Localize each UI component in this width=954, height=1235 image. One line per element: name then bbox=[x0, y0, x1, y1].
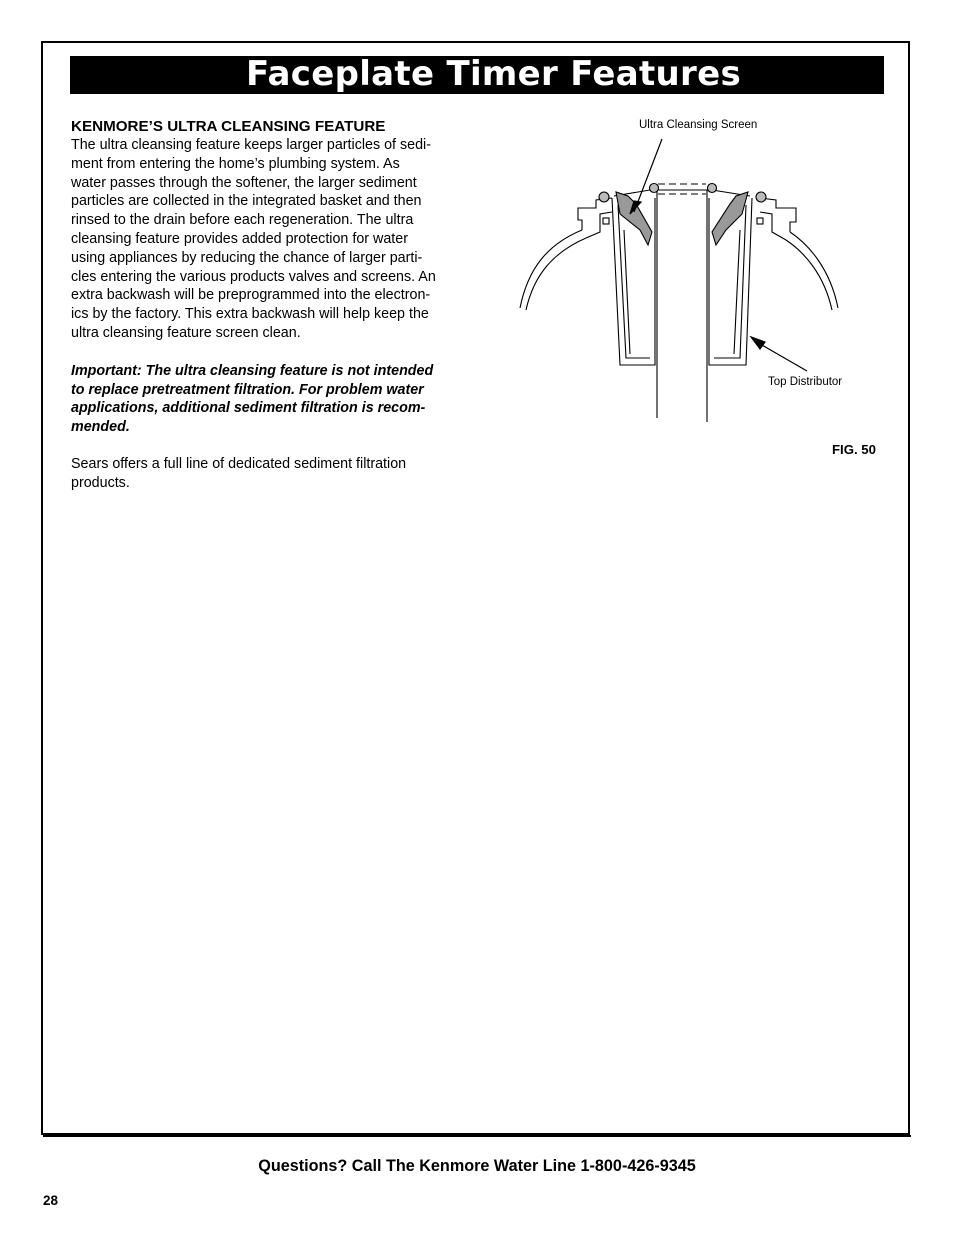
section-heading: KENMORE’S ULTRA CLEANSING FEATURE bbox=[71, 118, 386, 135]
label-top-distributor: Top Distributor bbox=[768, 376, 843, 388]
footer-hotline: Questions? Call The Kenmore Water Line 1-800-426-9345 bbox=[258, 1157, 696, 1175]
filtration-note: Sears offers a full line of dedicated sediment filtration products. bbox=[71, 455, 407, 491]
arrow-distributor bbox=[751, 337, 765, 349]
title-bar bbox=[70, 56, 884, 94]
important-note: Important: The ultra cleansing feature is not intended to replace pretreatment filtration. For problem water applications, additional sediment filtration is recom- mended. bbox=[71, 362, 434, 436]
screen-left bbox=[616, 192, 652, 245]
screen-right bbox=[712, 192, 748, 245]
page-number: 28 bbox=[43, 1193, 59, 1208]
ultra-cleansing-diagram bbox=[515, 115, 895, 435]
figure-caption: FIG. 50 bbox=[832, 442, 876, 457]
tank-wall-right bbox=[786, 240, 832, 310]
label-ultra-cleansing-screen: Ultra Cleansing Screen bbox=[639, 119, 758, 131]
page-title: Faceplate Timer Features bbox=[246, 54, 741, 94]
text-column bbox=[71, 118, 476, 507]
section-body: The ultra cleansing feature keeps larger particles of sedi- ment from entering the home’s plumbing system. As water passes through the softener, the larger sediment particles are collected in the integrated basket and then rinsed to the drain before each regeneration. The ultra cleansing feature provides added protection for water using appliances by reducing the chance of larger parti- cles entering the various products valves and screens. An extra backwash will be preprogrammed into the electron- ics by the factory. This extra backwash will help keep the ultra cleansing feature screen clean. bbox=[71, 137, 436, 341]
